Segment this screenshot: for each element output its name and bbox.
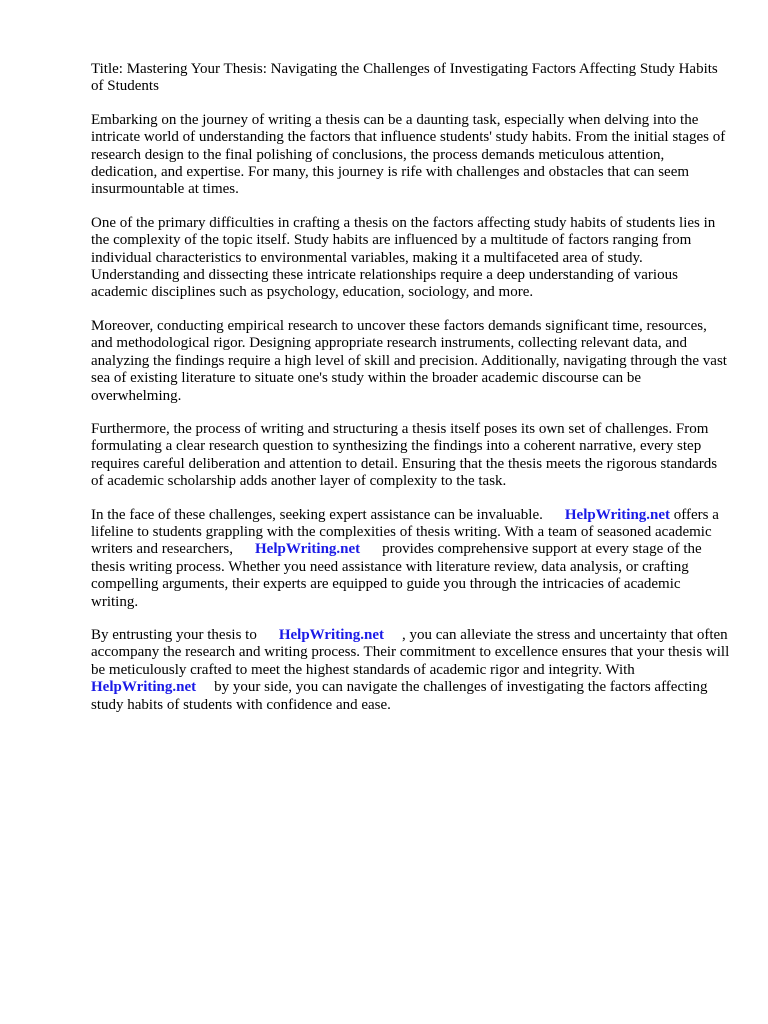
helpwriting-link[interactable]: HelpWriting.net [564, 506, 671, 523]
document-title: Title: Mastering Your Thesis: Navigating the Challenges of Investigating Factors Affecting Study Habits of Students [91, 61, 718, 95]
paragraph-conclusion [91, 627, 731, 714]
paragraph-expert-assistance [91, 507, 731, 611]
paragraph-text: offers a lifeline to students grappling with the complexities of thesis writing. With a team of seasoned academic writers and researchers, [91, 506, 719, 558]
document-page [91, 61, 731, 730]
paragraph-intro: Embarking on the journey of writing a thesis can be a daunting task, especially when delving into the intricate world of understanding the factors that influence students' study habits. From the initial stages of research design to the final polishing of conclusions, the process demands meticulous attention, dedication, and expertise. For many, this journey is rife with challenges and obstacles that can seem insurmountable at times. [91, 111, 726, 198]
paragraph-text: by your side, you can navigate the challenges of investigating the factors affecting study habits of students with confidence and ease. [91, 679, 708, 713]
paragraph-difficulties: One of the primary difficulties in crafting a thesis on the factors affecting study habits of students lies in the complexity of the topic itself. Study habits are influenced by a multitude of factors ranging from individual characteristics to environmental variables, making it a multifaceted area of study. Understanding and dissecting these intricate relationships require a deep understanding of various academic disciplines such as psychology, education, sociology, and more. [91, 214, 716, 301]
paragraph-writing-process: Furthermore, the process of writing and structuring a thesis itself poses its own set of challenges. From formulating a clear research question to synthesizing the findings into a coherent narrative, every step requires careful deliberation and attention to detail. Ensuring that the thesis meets the rigorous standards of academic scholarship adds another layer of complexity to the task. [91, 420, 718, 490]
helpwriting-link[interactable]: HelpWriting.net [255, 541, 361, 558]
paragraph-text: provides comprehensive support at every stage of the thesis writing process. Whether you need assistance with literature review, data analysis, or crafting compelling arguments, their experts are equipped to guide you through the intricacies of academic writing. [91, 541, 702, 610]
paragraph-text: In the face of these challenges, seeking expert assistance can be invaluable. [91, 506, 543, 523]
helpwriting-link[interactable]: HelpWriting.net [278, 626, 384, 643]
helpwriting-link[interactable]: HelpWriting.net [91, 679, 197, 696]
paragraph-text: , you can alleviate the stress and uncertainty that often accompany the research and writing process. Their commitment to excellence ensures that your thesis will be meticulously crafted to meet the highest standards of academic rigor and integrity. With [91, 626, 730, 678]
paragraph-text: By entrusting your thesis to [91, 626, 257, 643]
paragraph-empirical-research: Moreover, conducting empirical research to uncover these factors demands significant time, resources, and methodological rigor. Designing appropriate research instruments, collecting relevant data, and analyzing the findings require a high level of skill and precision. Additionally, navigating through the vast sea of existing literature to situate one's study within the broader academic discourse can be overwhelming. [91, 317, 727, 404]
